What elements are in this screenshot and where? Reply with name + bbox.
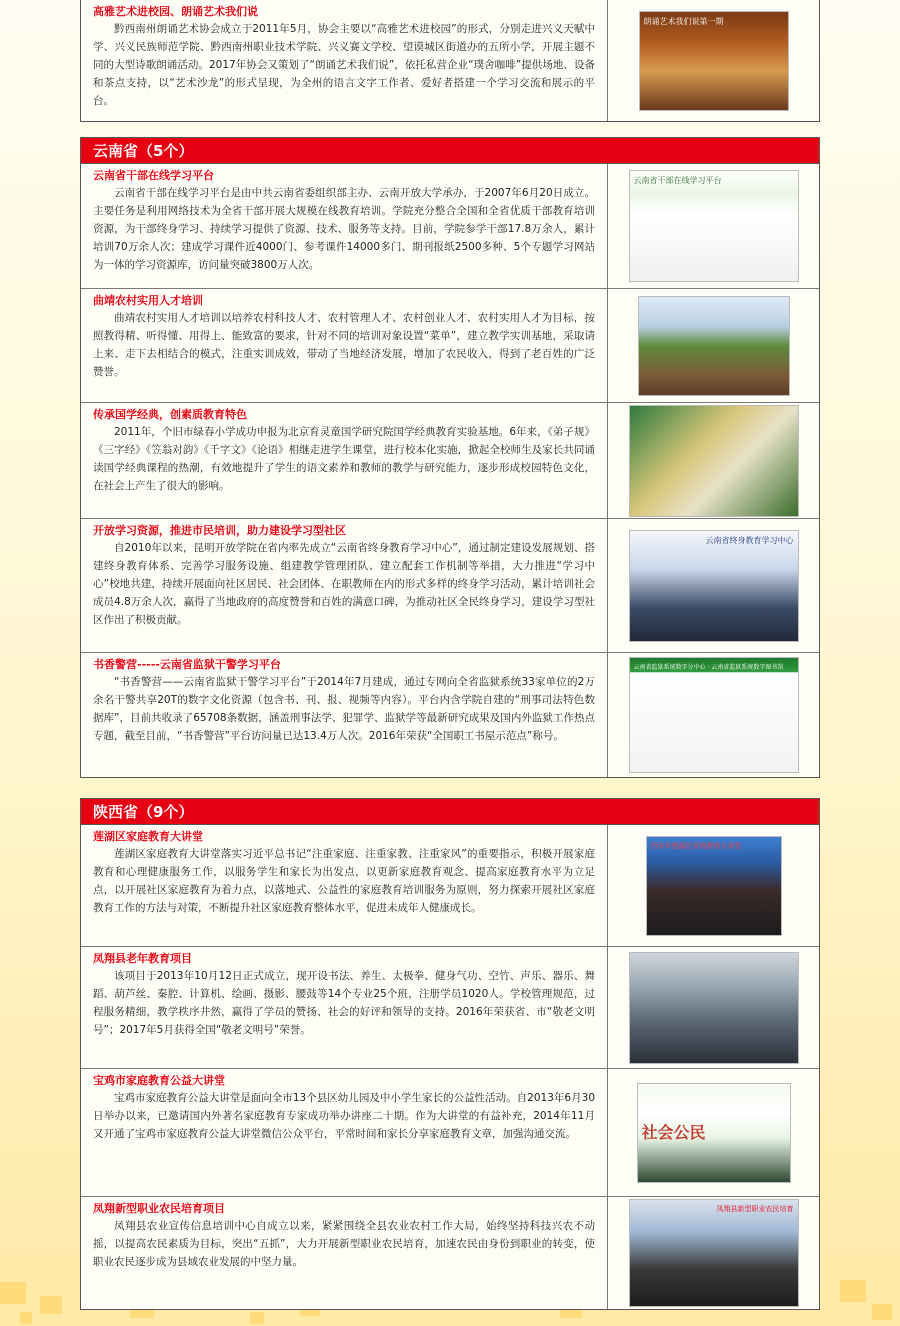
project-text <box>81 1069 608 1196</box>
photo-caption: 云南省监狱系统数字分中心 · 云南省监狱系统数字图书馆 <box>633 664 784 671</box>
project-description: 凤翔县农业宣传信息培训中心自成立以来，紧紧围绕全县农业农村工作大局，始终坚持科技兴农不动摇，以提高农民素质为目标，突出“五抓”，大力开展新型职业农民培育，加速农民由身份到职业的转变，使职业农民逐步成为县域农业发展的中坚力量。 <box>93 1220 595 1268</box>
website-screenshot <box>629 170 799 282</box>
project-title: 开放学习资源，推进市民培训，助力建设学习型社区 <box>93 524 346 537</box>
project-description: 云南省干部在线学习平台是由中共云南省委组织部主办、云南开放大学承办，于2007年6月20日成立。主要任务是利用网络技术为全省干部开展大规模在线教育培训。学院充分整合全国和全省优质干部教育培训资源，为干部终身学习、持续学习提供了资源、技术、服务等支持。目前，学院参学干部17.8万余人，累计培训70万余人次；建成学习课件近4000门、参考课件14000多门、期刊报纸2500多种、5个专题学习网站为一体的学习资源库，访问量突破3800万人次。 <box>93 187 595 271</box>
project-title: 高雅艺术进校园、朗诵艺术我们说 <box>93 5 258 18</box>
project-text <box>81 825 608 946</box>
project-text <box>81 0 608 121</box>
photo-caption: 社会公民 <box>641 1122 706 1142</box>
project-title: 凤翔新型职业农民培育项目 <box>93 1202 225 1215</box>
reading-salon-photo <box>639 11 789 111</box>
section-header-yunnan: 云南省（5个） <box>81 138 819 164</box>
project-description: 宝鸡市家庭教育公益大讲堂是面向全市13个县区幼儿园及中小学生家长的公益性活动。自2013年6月30日举办以来，已邀请国内外著名家庭教育专家成功举办讲座二十期。作为大讲堂的有益补充，2014年11月又开通了宝鸡市家庭教育公益大讲堂微信公众平台，平常时间和家长分享家庭教育文章，加强沟通交流。 <box>93 1092 595 1140</box>
photo-caption: 云南省干部在线学习平台 <box>633 176 722 185</box>
students-reading-photo <box>629 405 799 517</box>
project-photo-cell <box>608 653 819 777</box>
project-description: 莲湖区家庭教育大讲堂落实习近平总书记“注重家庭、注重家教、注重家风”的重要指示，积极开展家庭教育和心理健康服务工作，以服务学生和家长为出发点，以更新家庭教育观念、提高家庭教育水平为立足点，以开展社区家庭教育为着力点，以落地式、公益性的家庭教育培训服务为原则，努力探索开展社区家庭教育工作的方法与对策，不断提升社区家庭教育整体水平，促进未成年人健康成长。 <box>93 848 595 914</box>
website-screenshot <box>629 657 799 773</box>
project-description: 自2010年以来，昆明开放学院在省内率先成立“云南省终身教育学习中心”，通过制定建设发展规划、搭建终身教育体系、完善学习服务设施、组建教学管理团队、建立配套工作机制等举措，大力推进“学习中心”校地共建，持续开展面向社区居民、社会团体、在职教师在内的形式多样的终身学习活动，累计培训社会成员4.8万余人次，赢得了当地政府的高度赞誉和百姓的满意口碑，为推动社区全民终身学习，建设学习型社区作出了积极贡献。 <box>93 542 595 626</box>
project-title: 书香警营-----云南省监狱干警学习平台 <box>93 658 281 671</box>
photo-caption: 云南省终身教育学习中心 <box>705 535 794 545</box>
group-photo <box>646 836 782 936</box>
project-row <box>81 403 819 519</box>
photo-caption: 凤翔县新型职业农民培育 <box>716 1205 794 1213</box>
project-text <box>81 947 608 1068</box>
project-photo-cell <box>608 519 819 652</box>
project-photo-cell <box>608 825 819 946</box>
photo-caption: 朗诵艺术我们说第一期 <box>643 16 724 26</box>
project-row <box>81 653 819 777</box>
project-row <box>81 947 819 1069</box>
yunnan-section <box>80 137 820 778</box>
project-row <box>81 0 819 121</box>
project-title: 莲湖区家庭教育大讲堂 <box>93 830 203 843</box>
project-title: 云南省干部在线学习平台 <box>93 169 214 182</box>
project-title: 宝鸡市家庭教育公益大讲堂 <box>93 1074 225 1087</box>
project-text <box>81 653 608 777</box>
computer-classroom-photo <box>629 530 799 642</box>
senior-class-photo <box>629 952 799 1064</box>
photo-caption: 西安市莲湖区家庭教育大讲堂 <box>650 841 742 850</box>
shaanxi-section <box>80 798 820 1310</box>
section-header-shaanxi: 陕西省（9个） <box>81 799 819 825</box>
project-row <box>81 289 819 403</box>
project-text <box>81 289 608 402</box>
project-row <box>81 164 819 289</box>
project-photo-cell <box>608 164 819 288</box>
project-title: 曲靖农村实用人才培训 <box>93 294 203 307</box>
project-text <box>81 403 608 518</box>
project-description: 该项目于2013年10月12日正式成立，现开设书法、养生、太极拳、健身气功、空竹、声乐、器乐、舞蹈、葫芦丝、秦腔、计算机、绘画、摄影、腰鼓等14个专业25个班，注册学员1020人。学校管理规范，过程服务精细，教学秩序井然，赢得了学员的赞扬、社会的好评和领导的支持。2016年荣获省、市“敬老文明号”；2017年5月获得全国“敬老文明号”荣誉。 <box>93 970 595 1036</box>
project-description: 2011年，个旧市绿春小学成功申报为北京育灵童国学研究院国学经典教育实验基地。6年来，《弟子规》《三字经》《笠翁对韵》《千字文》《论语》相继走进学生课堂，进行校本化实施，掀起全校师生及家长共同诵读国学经典课程的热潮，有效地提升了学生的语文素养和教师的教学与研究能力，逐步形成校园特色文化，在社会上产生了很大的影响。 <box>93 426 595 492</box>
project-photo-cell <box>608 0 819 121</box>
project-row <box>81 1197 819 1309</box>
project-description: 黔西南州朗诵艺术协会成立于2011年5月，协会主要以“高雅艺术进校园”的形式，分别走进兴义天赋中学、兴义民族师范学院、黔西南州职业技术学院、兴义赛文学校、望谟城区街道办的五所小学，开展主题不同的大型诗歌朗诵活动。2017年协会又策划了“朗诵艺术我们说”，依托私营企业“璞舍咖啡”提供场地、设备和茶点支持，以“艺术沙龙”的形式呈现，为全州的语言文字工作者、爱好者搭建一个学习交流和展示的平台。 <box>93 23 595 107</box>
project-photo-cell <box>608 1197 819 1309</box>
project-photo-cell <box>608 1069 819 1196</box>
project-title: 凤翔县老年教育项目 <box>93 952 192 965</box>
project-photo-cell <box>608 403 819 518</box>
project-text <box>81 164 608 288</box>
project-photo-cell <box>608 947 819 1068</box>
project-title: 传承国学经典，创素质教育特色 <box>93 408 247 421</box>
project-text <box>81 1197 608 1309</box>
project-description: 曲靖农村实用人才培训以培养农村科技人才、农村管理人才、农村创业人才、农村实用人才为目标，按照教得精、听得懂、用得上、能致富的要求，针对不同的培训对象设置“菜单”，建立教学实训基地，采取请上来、走下去相结合的模式，注重实训成效，带动了当地经济发展，增加了农民收入，得到了老百姓的广泛赞誉。 <box>93 312 595 378</box>
farmer-training-photo <box>629 1199 799 1307</box>
project-photo-cell <box>608 289 819 402</box>
project-description: “书香警营——云南省监狱干警学习平台”于2014年7月建成，通过专网向全省监狱系统33家单位的2万余名干警共享20T的数字文化资源（包含书、刊、报、视频等内容）。平台内含学院自建的“刑事司法特色数据库”，目前共收录了65708条数据，涵盖刑事法学、犯罪学、监狱学等最新研究成果及国内外监狱工作热点专题，截至目前，“书香警营”平台访问量已达13.4万人次。2016年荣获“全国职工书屋示范点”称号。 <box>93 676 595 742</box>
project-text <box>81 519 608 652</box>
project-row <box>81 1069 819 1197</box>
project-row <box>81 519 819 653</box>
top-continuation-block <box>80 0 820 122</box>
website-screenshot <box>637 1083 791 1183</box>
farm-training-photo <box>638 296 790 396</box>
project-row <box>81 825 819 947</box>
